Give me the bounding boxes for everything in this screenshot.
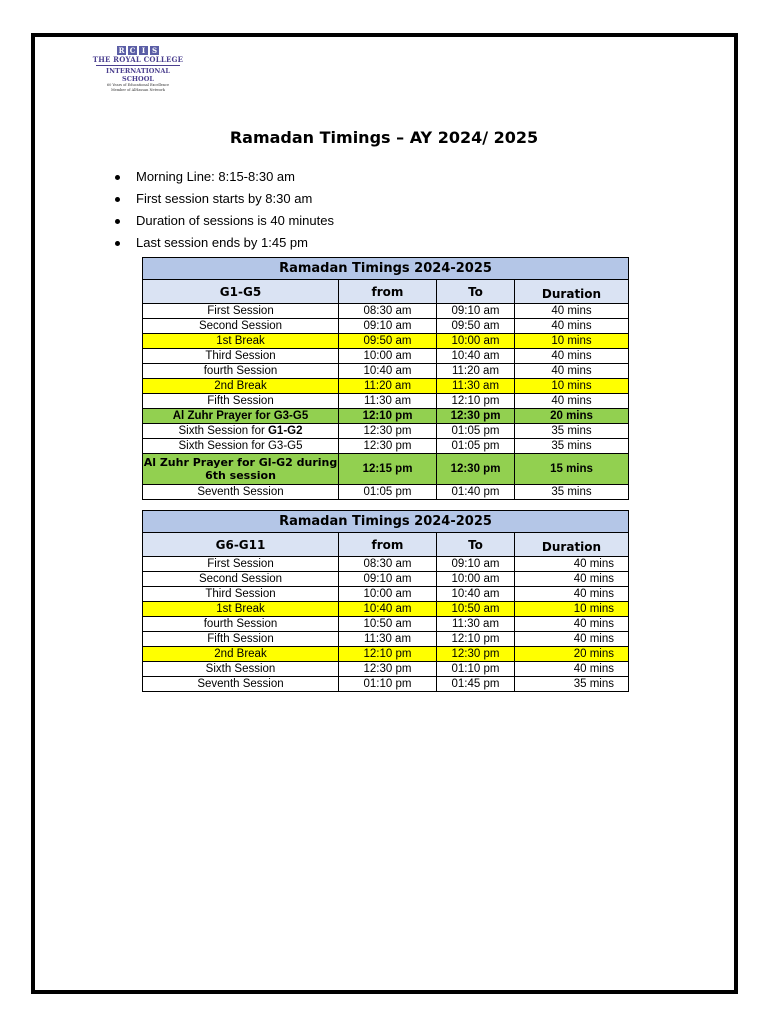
logo-member: Member of AlHassan Network xyxy=(111,88,165,92)
table-cell: 1st Break xyxy=(143,334,339,349)
table-cell: 10:00 am xyxy=(339,587,437,602)
logo-divider xyxy=(96,65,180,66)
table-cell: 01:05 pm xyxy=(437,424,515,439)
table-row-prayer xyxy=(143,454,629,485)
table-row xyxy=(143,485,629,500)
info-item: Morning Line: 8:15-8:30 am xyxy=(115,166,334,188)
table-cell: 40 mins xyxy=(515,394,629,409)
table-cell: 10:00 am xyxy=(339,349,437,364)
table-cell: 10 mins xyxy=(515,334,629,349)
table-cell: Sixth Session xyxy=(143,662,339,677)
table-cell: 40 mins xyxy=(515,349,629,364)
column-header: To xyxy=(437,280,515,304)
table-cell: 01:05 pm xyxy=(339,485,437,500)
table-cell: 12:15 pm xyxy=(339,454,437,485)
table-cell: 2nd Break xyxy=(143,379,339,394)
table-row xyxy=(143,304,629,319)
table-cell: 40 mins xyxy=(515,319,629,334)
logo-line1: THE ROYAL COLLEGE xyxy=(92,55,184,64)
table-cell xyxy=(143,424,339,439)
table-cell: 09:10 am xyxy=(437,557,515,572)
table-cell: 40 mins xyxy=(515,632,629,647)
table-row xyxy=(143,394,629,409)
timetable-g1-g5 xyxy=(142,257,629,500)
info-item: Last session ends by 1:45 pm xyxy=(115,232,334,254)
table-row xyxy=(143,572,629,587)
column-header: G6-G11 xyxy=(143,533,339,557)
column-header: Duration xyxy=(515,280,629,304)
table-row xyxy=(143,632,629,647)
table-cell: 09:10 am xyxy=(339,319,437,334)
logo-letter: R xyxy=(118,46,125,55)
table-cell: 09:50 am xyxy=(339,334,437,349)
table-row xyxy=(143,662,629,677)
table-row-break xyxy=(143,602,629,617)
column-header: Duration xyxy=(515,533,629,557)
table-cell: Seventh Session xyxy=(143,677,339,692)
table-row xyxy=(143,587,629,602)
table-cell: fourth Session xyxy=(143,617,339,632)
table-row-break xyxy=(143,334,629,349)
table-cell: 11:30 am xyxy=(437,379,515,394)
table-row xyxy=(143,364,629,379)
table-cell: 11:30 am xyxy=(339,394,437,409)
table-cell: 12:10 pm xyxy=(339,647,437,662)
table-cell: 40 mins xyxy=(515,662,629,677)
table-row xyxy=(143,319,629,334)
table-cell: 15 mins xyxy=(515,454,629,485)
logo-letter: I xyxy=(139,46,148,55)
table-cell: 12:30 pm xyxy=(437,409,515,424)
table-cell: 09:10 am xyxy=(437,304,515,319)
table-cell: 10:40 am xyxy=(437,587,515,602)
timetable-g6-g11 xyxy=(142,510,629,692)
table-cell: Fifth Session xyxy=(143,394,339,409)
table-cell: 10:40 am xyxy=(339,364,437,379)
column-header: from xyxy=(339,533,437,557)
table-title: Ramadan Timings 2024-2025 xyxy=(143,511,629,533)
table-cell: 10:00 am xyxy=(437,334,515,349)
table-cell: 10:50 am xyxy=(339,617,437,632)
table-row-prayer xyxy=(143,409,629,424)
table-cell: 40 mins xyxy=(515,364,629,379)
table-cell: 10 mins xyxy=(515,602,629,617)
table-cell: 01:40 pm xyxy=(437,485,515,500)
table-cell: 12:10 pm xyxy=(437,394,515,409)
table-cell: fourth Session xyxy=(143,364,339,379)
table-cell: 01:45 pm xyxy=(437,677,515,692)
table-cell: 11:20 am xyxy=(437,364,515,379)
table-cell: 10:40 am xyxy=(437,349,515,364)
table-cell: 01:10 pm xyxy=(339,677,437,692)
table-cell: Third Session xyxy=(143,587,339,602)
page-title: Ramadan Timings – AY 2024/ 2025 xyxy=(229,128,539,147)
column-header: G1-G5 xyxy=(143,280,339,304)
school-logo xyxy=(90,46,186,93)
table-row xyxy=(143,439,629,454)
table-cell: 10:50 am xyxy=(437,602,515,617)
table-cell: 40 mins xyxy=(515,617,629,632)
table-cell: 12:30 pm xyxy=(339,439,437,454)
table-cell: 35 mins xyxy=(515,485,629,500)
table-row-break xyxy=(143,379,629,394)
table-row-break xyxy=(143,647,629,662)
logo-tagline: 60 Years of Educational Excellence xyxy=(106,83,170,87)
table-cell: 11:30 am xyxy=(437,617,515,632)
table-cell: 12:30 pm xyxy=(437,647,515,662)
table-cell: 35 mins xyxy=(515,439,629,454)
table-title: Ramadan Timings 2024-2025 xyxy=(143,258,629,280)
table-row xyxy=(143,557,629,572)
logo-letters xyxy=(90,46,186,55)
table-cell: First Session xyxy=(143,304,339,319)
table-row xyxy=(143,677,629,692)
logo-letter: C xyxy=(129,46,136,55)
table-cell: 01:10 pm xyxy=(437,662,515,677)
table-cell: 01:05 pm xyxy=(437,439,515,454)
table-cell: 10 mins xyxy=(515,379,629,394)
table-cell: 10:40 am xyxy=(339,602,437,617)
table-cell: First Session xyxy=(143,557,339,572)
table-cell: 1st Break xyxy=(143,602,339,617)
column-header: from xyxy=(339,280,437,304)
table-cell: Seventh Session xyxy=(143,485,339,500)
info-list xyxy=(115,166,334,254)
table-cell: Second Session xyxy=(143,319,339,334)
cell-bold-text: G1-G2 xyxy=(267,425,303,437)
table-cell: 35 mins xyxy=(515,677,629,692)
info-item: Duration of sessions is 40 minutes xyxy=(115,210,334,232)
table-cell: 2nd Break xyxy=(143,647,339,662)
table-cell: Third Session xyxy=(143,349,339,364)
table-row xyxy=(143,424,629,439)
table-cell: Second Session xyxy=(143,572,339,587)
table-cell: 12:10 pm xyxy=(437,632,515,647)
table-row xyxy=(143,617,629,632)
table-cell: 12:10 pm xyxy=(339,409,437,424)
table-cell: 20 mins xyxy=(515,409,629,424)
table-cell: Sixth Session for G3-G5 xyxy=(143,439,339,454)
logo-letter: S xyxy=(151,46,158,55)
table-cell: 12:30 pm xyxy=(339,662,437,677)
table-cell: 40 mins xyxy=(515,587,629,602)
table-cell: 12:30 pm xyxy=(339,424,437,439)
table-cell: 20 mins xyxy=(515,647,629,662)
logo-line2: INTERNATIONAL SCHOOL xyxy=(106,67,170,83)
table-cell: 40 mins xyxy=(515,304,629,319)
table-cell: 09:10 am xyxy=(339,572,437,587)
table-cell: Al Zuhr Prayer for Gl-G2 during 6th session xyxy=(143,454,339,485)
table-cell: 10:00 am xyxy=(437,572,515,587)
table-cell: Al Zuhr Prayer for G3-G5 xyxy=(143,409,339,424)
column-header: To xyxy=(437,533,515,557)
table-cell: 08:30 am xyxy=(339,304,437,319)
table-cell: 11:30 am xyxy=(339,632,437,647)
table-cell: 08:30 am xyxy=(339,557,437,572)
table-cell: 11:20 am xyxy=(339,379,437,394)
table-cell: 12:30 pm xyxy=(437,454,515,485)
table-row xyxy=(143,349,629,364)
cell-text: Sixth Session for xyxy=(178,425,268,437)
table-cell: 40 mins xyxy=(515,557,629,572)
info-item: First session starts by 8:30 am xyxy=(115,188,334,210)
table-cell: 09:50 am xyxy=(437,319,515,334)
table-cell: 40 mins xyxy=(515,572,629,587)
table-cell: Fifth Session xyxy=(143,632,339,647)
table-cell: 35 mins xyxy=(515,424,629,439)
